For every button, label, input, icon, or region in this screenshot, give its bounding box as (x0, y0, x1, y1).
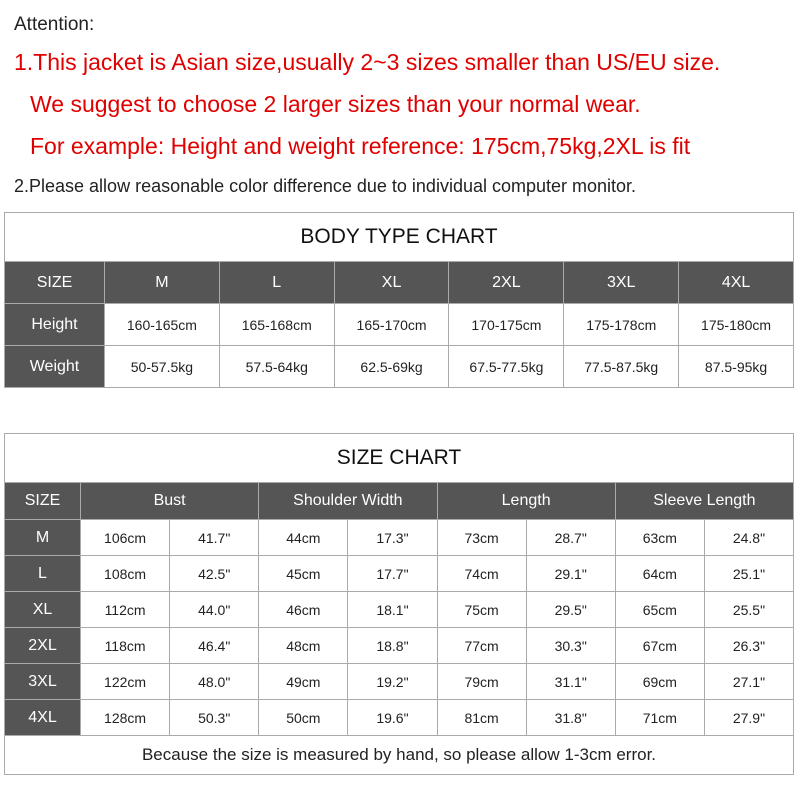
size-chart-title: SIZE CHART (5, 434, 794, 483)
size-header: L (219, 262, 334, 304)
table-cell: 27.1" (704, 664, 793, 700)
size-header: 2XL (449, 262, 564, 304)
table-cell: 44.0" (170, 592, 259, 628)
table-cell: 29.1" (526, 556, 615, 592)
table-cell: 87.5-95kg (679, 346, 794, 388)
body-chart-title: BODY TYPE CHART (5, 213, 794, 262)
bust-header: Bust (81, 483, 259, 520)
table-row (5, 520, 794, 556)
table-cell: 50.3" (170, 700, 259, 736)
table-cell: 165-170cm (334, 304, 449, 346)
table-cell: 165-168cm (219, 304, 334, 346)
table-cell: 18.8" (348, 628, 437, 664)
table-cell: 160-165cm (105, 304, 220, 346)
row-label: 3XL (5, 664, 81, 700)
table-cell: 19.2" (348, 664, 437, 700)
size-header: 3XL (564, 262, 679, 304)
table-cell: 106cm (81, 520, 170, 556)
table-cell: 49cm (259, 664, 348, 700)
size-header: M (105, 262, 220, 304)
table-cell: 118cm (81, 628, 170, 664)
table-cell: 25.5" (704, 592, 793, 628)
table-cell: 24.8" (704, 520, 793, 556)
size-chart (4, 433, 794, 775)
body-type-chart (4, 212, 794, 388)
table-cell: 42.5" (170, 556, 259, 592)
table-cell: 128cm (81, 700, 170, 736)
table-cell: 19.6" (348, 700, 437, 736)
size-chart-body (5, 520, 794, 736)
table-cell: 73cm (437, 520, 526, 556)
size-header: 4XL (679, 262, 794, 304)
table-cell: 18.1" (348, 592, 437, 628)
row-label: Weight (5, 346, 105, 388)
table-row (5, 556, 794, 592)
table-cell: 50-57.5kg (105, 346, 220, 388)
table-cell: 65cm (615, 592, 704, 628)
table-cell: 67cm (615, 628, 704, 664)
table-cell: 112cm (81, 592, 170, 628)
length-header: Length (437, 483, 615, 520)
table-cell: 17.7" (348, 556, 437, 592)
table-cell: 26.3" (704, 628, 793, 664)
shoulder-width-header: Shoulder Width (259, 483, 437, 520)
size-suggestion-line: We suggest to choose 2 larger sizes than your normal wear. (30, 91, 641, 117)
table-row (5, 628, 794, 664)
table-row (5, 664, 794, 700)
table-cell: 77.5-87.5kg (564, 346, 679, 388)
table-cell: 63cm (615, 520, 704, 556)
table-cell: 41.7" (170, 520, 259, 556)
table-cell: 77cm (437, 628, 526, 664)
table-cell: 27.9" (704, 700, 793, 736)
table-cell: 50cm (259, 700, 348, 736)
color-difference-note: 2.Please allow reasonable color difference due to individual computer monitor. (14, 176, 637, 196)
measurement-footnote: Because the size is measured by hand, so please allow 1-3cm error. (5, 736, 794, 775)
table-cell: 46.4" (170, 628, 259, 664)
table-cell: 30.3" (526, 628, 615, 664)
table-cell: 44cm (259, 520, 348, 556)
table-cell: 31.1" (526, 664, 615, 700)
row-label: 4XL (5, 700, 81, 736)
sleeve-length-header: Sleeve Length (615, 483, 793, 520)
table-cell: 69cm (615, 664, 704, 700)
weight-row (5, 346, 794, 388)
table-cell: 170-175cm (449, 304, 564, 346)
table-cell: 46cm (259, 592, 348, 628)
size-example-line: For example: Height and weight reference: 175cm,75kg,2XL is fit (30, 133, 691, 159)
table-cell: 79cm (437, 664, 526, 700)
row-label: L (5, 556, 81, 592)
size-column-header: SIZE (5, 262, 105, 304)
table-cell: 75cm (437, 592, 526, 628)
table-cell: 17.3" (348, 520, 437, 556)
table-cell: 28.7" (526, 520, 615, 556)
table-cell: 29.5" (526, 592, 615, 628)
table-cell: 71cm (615, 700, 704, 736)
size-column-header: SIZE (5, 483, 81, 520)
row-label: Height (5, 304, 105, 346)
table-row (5, 700, 794, 736)
size-header: XL (334, 262, 449, 304)
table-cell: 175-180cm (679, 304, 794, 346)
table-cell: 64cm (615, 556, 704, 592)
table-cell: 67.5-77.5kg (449, 346, 564, 388)
size-chart-header-row (5, 483, 794, 520)
table-cell: 108cm (81, 556, 170, 592)
table-row (5, 592, 794, 628)
table-cell: 81cm (437, 700, 526, 736)
row-label: M (5, 520, 81, 556)
row-label: XL (5, 592, 81, 628)
attention-label: Attention: (14, 14, 95, 35)
height-row (5, 304, 794, 346)
body-chart-header-row (5, 262, 794, 304)
table-cell: 25.1" (704, 556, 793, 592)
row-label: 2XL (5, 628, 81, 664)
table-cell: 45cm (259, 556, 348, 592)
table-cell: 122cm (81, 664, 170, 700)
table-cell: 175-178cm (564, 304, 679, 346)
table-cell: 57.5-64kg (219, 346, 334, 388)
table-cell: 62.5-69kg (334, 346, 449, 388)
size-warning-line: 1.This jacket is Asian size,usually 2~3 sizes smaller than US/EU size. (14, 49, 721, 75)
table-cell: 48cm (259, 628, 348, 664)
table-cell: 31.8" (526, 700, 615, 736)
table-cell: 74cm (437, 556, 526, 592)
table-cell: 48.0" (170, 664, 259, 700)
